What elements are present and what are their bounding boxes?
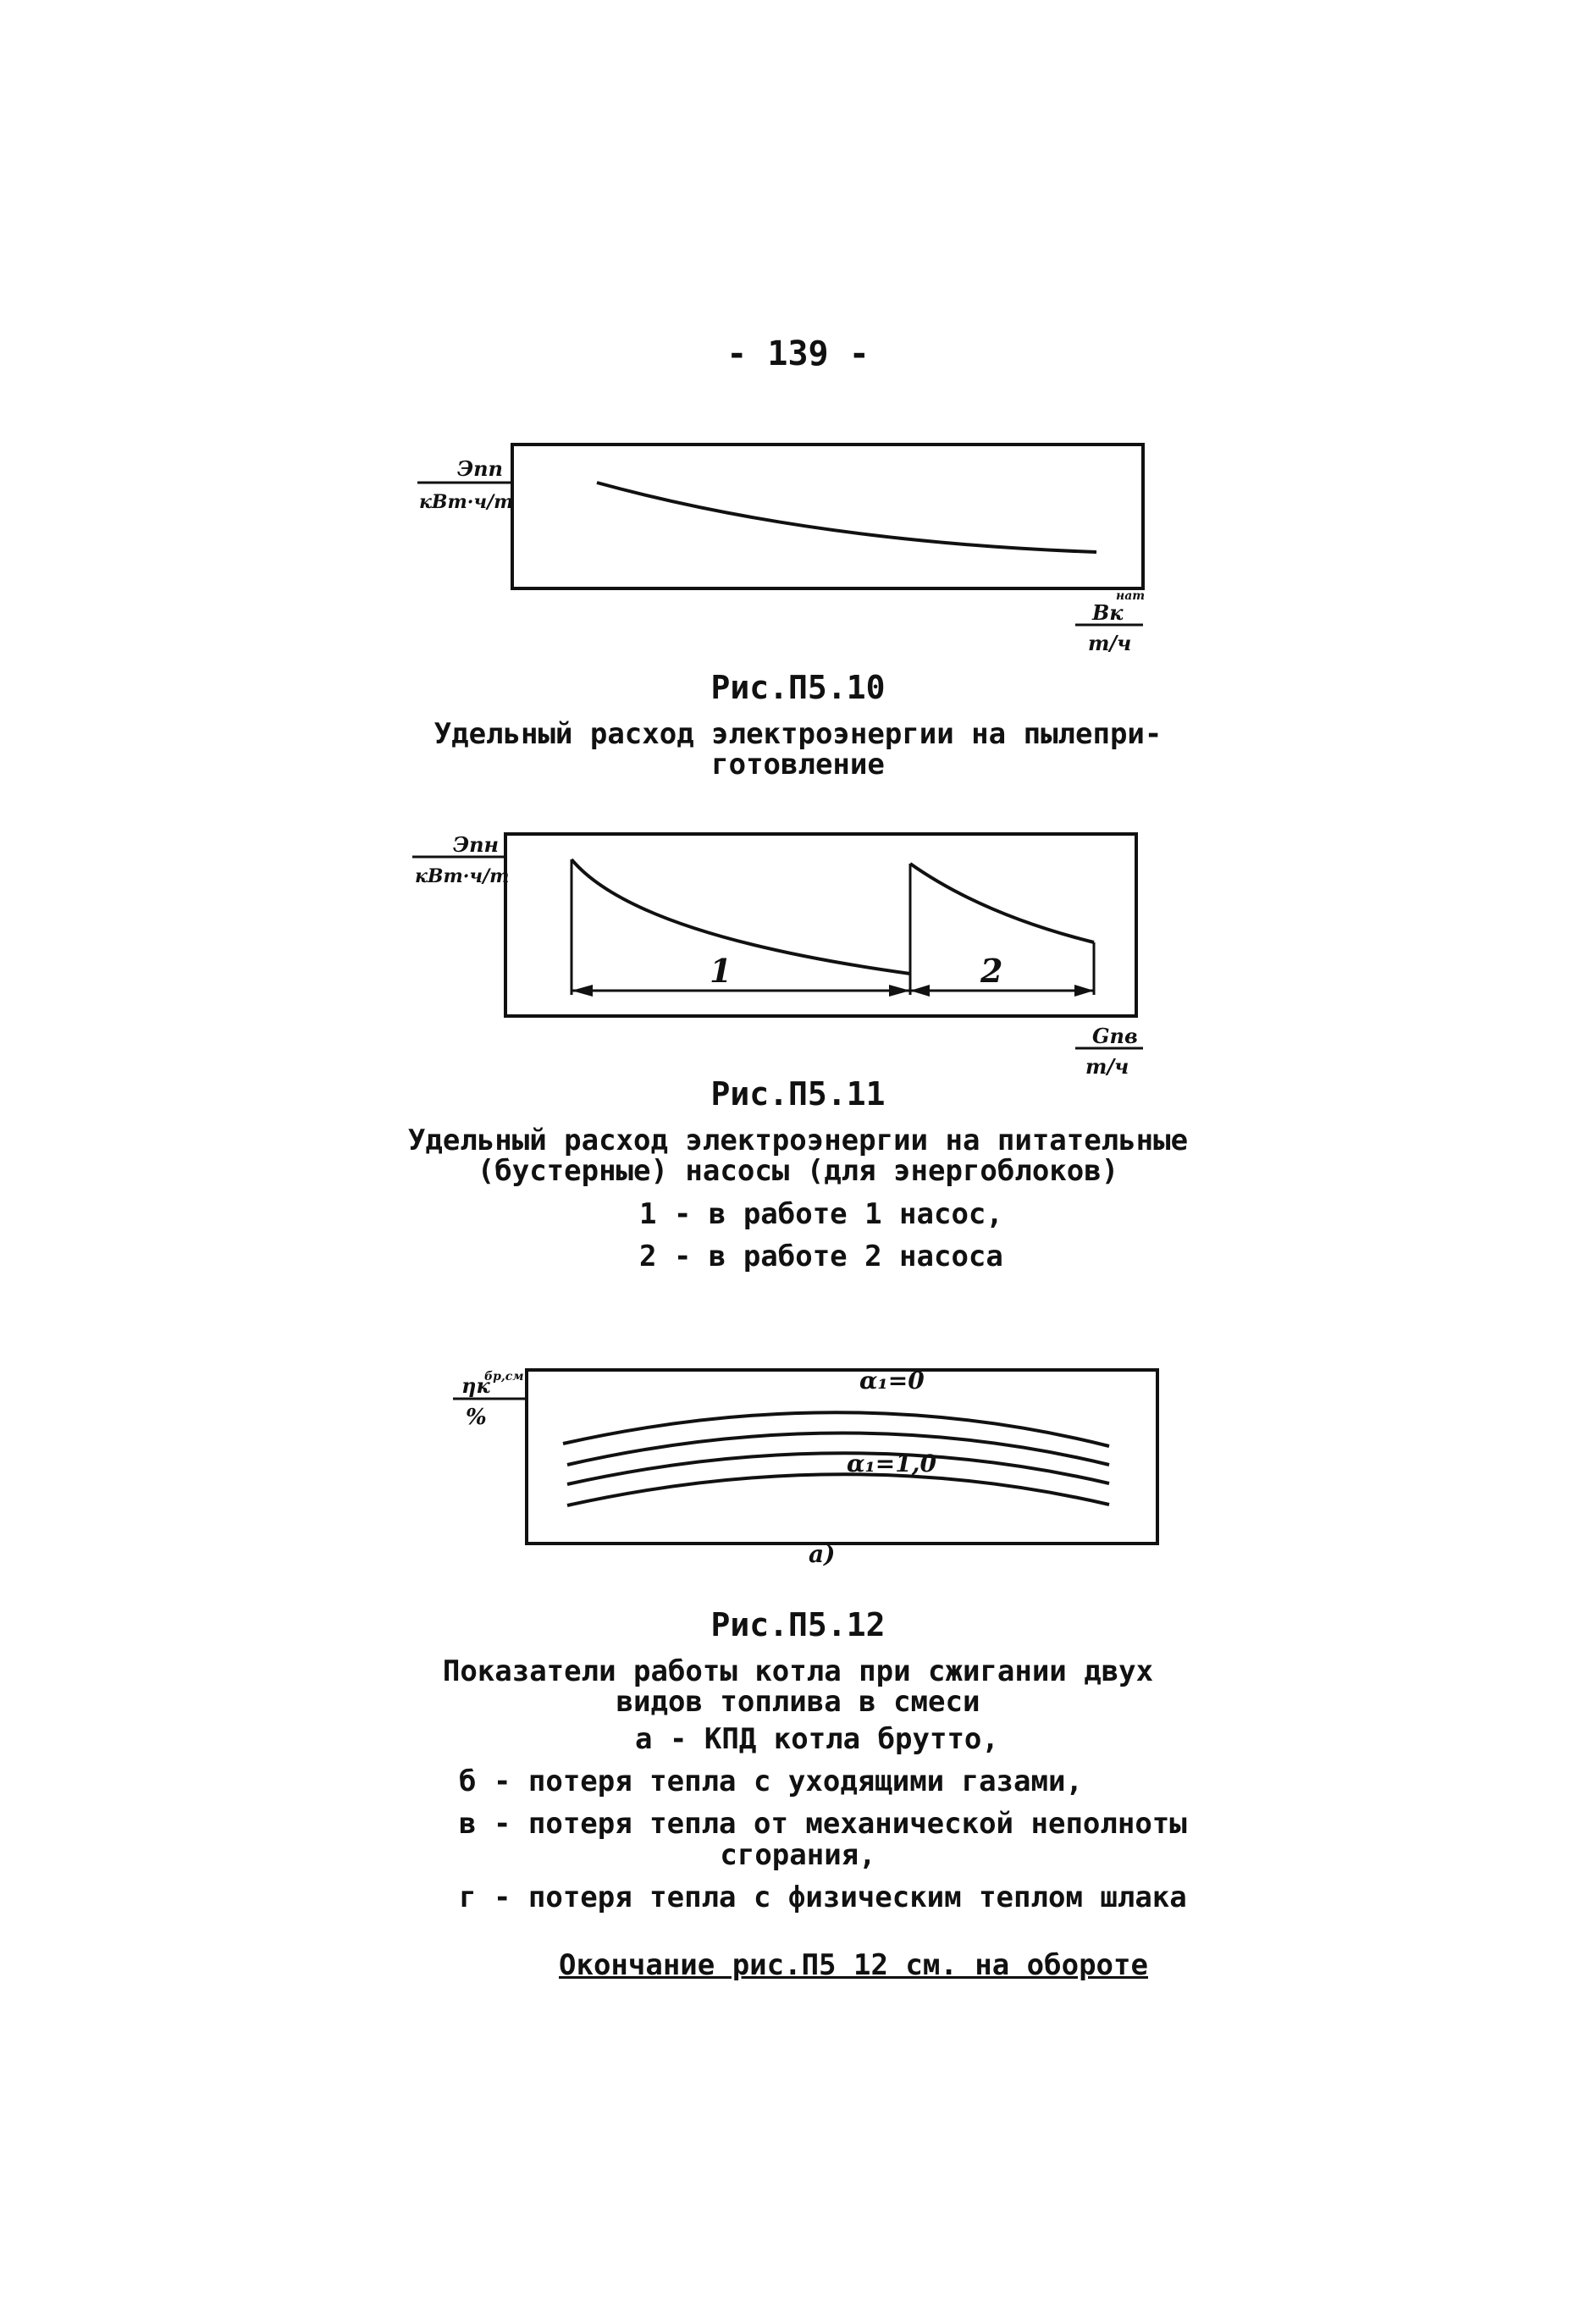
fig11-legend-2: 2 - в работе 2 насоса [639, 1240, 1003, 1273]
fig10-x-label-sup: нат [1116, 589, 1146, 603]
fig12-curve-1 [563, 1412, 1109, 1446]
fig12-y-label-top: ηк [461, 1373, 490, 1398]
fig11-arrow-right2 [1074, 985, 1094, 997]
fig11-caption-line2: (бустерные) насосы (для энергоблоков) [477, 1154, 1119, 1188]
fig11-curve1 [572, 859, 910, 974]
figure-p5-10 [0, 432, 1596, 660]
fig12-y-label-bottom: % [466, 1405, 487, 1430]
fig12-curve-4 [567, 1474, 1109, 1505]
fig12-frame [527, 1370, 1157, 1544]
fig10-y-label-bottom: кВт·ч/т [419, 491, 514, 513]
fig11-x-label-top: Gпв [1092, 1024, 1138, 1048]
fig10-caption-title: Рис.П5.10 [710, 669, 886, 706]
fig12-curve-top-label: α₁=0 [859, 1367, 925, 1395]
figure-p5-12a [0, 1346, 1596, 1583]
fig11-x-label-bottom: т/ч [1085, 1054, 1129, 1079]
fig12-caption-line2: видов топлива в смеси [616, 1685, 980, 1719]
page-number: - 139 - [726, 334, 870, 373]
fig12-curve-3 [567, 1453, 1109, 1484]
fig12-caption-title: Рис.П5.12 [710, 1606, 886, 1643]
fig12-curve-bottom-label: α₁=1,0 [847, 1450, 936, 1477]
fig12-curve-2 [567, 1433, 1109, 1466]
fig12-legend-a: а - КПД котла брутто, [635, 1722, 999, 1756]
fig11-region2-label: 2 [980, 952, 1003, 990]
fig10-x-label-bottom: т/ч [1088, 631, 1132, 655]
fig11-arrow-left1 [572, 985, 593, 997]
fig11-y-label-bottom: кВт·ч/т [415, 865, 510, 887]
fig11-caption-title: Рис.П5.11 [710, 1075, 886, 1113]
fig12-legend-g: г - потеря тепла с физическим теплом шлака [459, 1881, 1187, 1914]
fig11-region1-label: 1 [710, 952, 732, 990]
fig12-legend-b: б - потеря тепла с уходящими газами, [459, 1765, 1083, 1798]
fig12-caption-line1: Показатели работы котла при сжигании двух [442, 1654, 1154, 1688]
fig11-caption-line1: Удельный расход электроэнергии на питательные [407, 1124, 1189, 1157]
fig11-legend-1: 1 - в работе 1 насос, [639, 1197, 1003, 1231]
fig10-x-label-top: Bк [1092, 600, 1124, 625]
fig12-legend-v1: в - потеря тепла от механической неполноты [459, 1807, 1187, 1841]
fig11-y-label-top: Эпн [453, 832, 500, 857]
fig12-y-label-sup: бр,см [484, 1370, 524, 1383]
fig11-frame [505, 834, 1136, 1016]
fig11-curve2 [910, 864, 1094, 942]
fig10-caption-line2: готовление [711, 748, 885, 781]
fig12-legend-v2: сгорания, [720, 1838, 876, 1872]
footer-note: Окончание рис.П5 12 см. на обороте [559, 1948, 1148, 1982]
fig10-frame [512, 445, 1143, 588]
fig10-caption-line1: Удельный расход электроэнергии на пылепри- [434, 717, 1162, 751]
fig11-arrow-left2 [910, 985, 930, 997]
fig10-y-label-top: Эпп [457, 456, 503, 481]
fig12-subfig-label: а) [809, 1540, 836, 1568]
figure-p5-11 [0, 821, 1596, 1084]
fig10-curve [597, 483, 1096, 552]
fig11-arrow-right1 [889, 985, 910, 997]
